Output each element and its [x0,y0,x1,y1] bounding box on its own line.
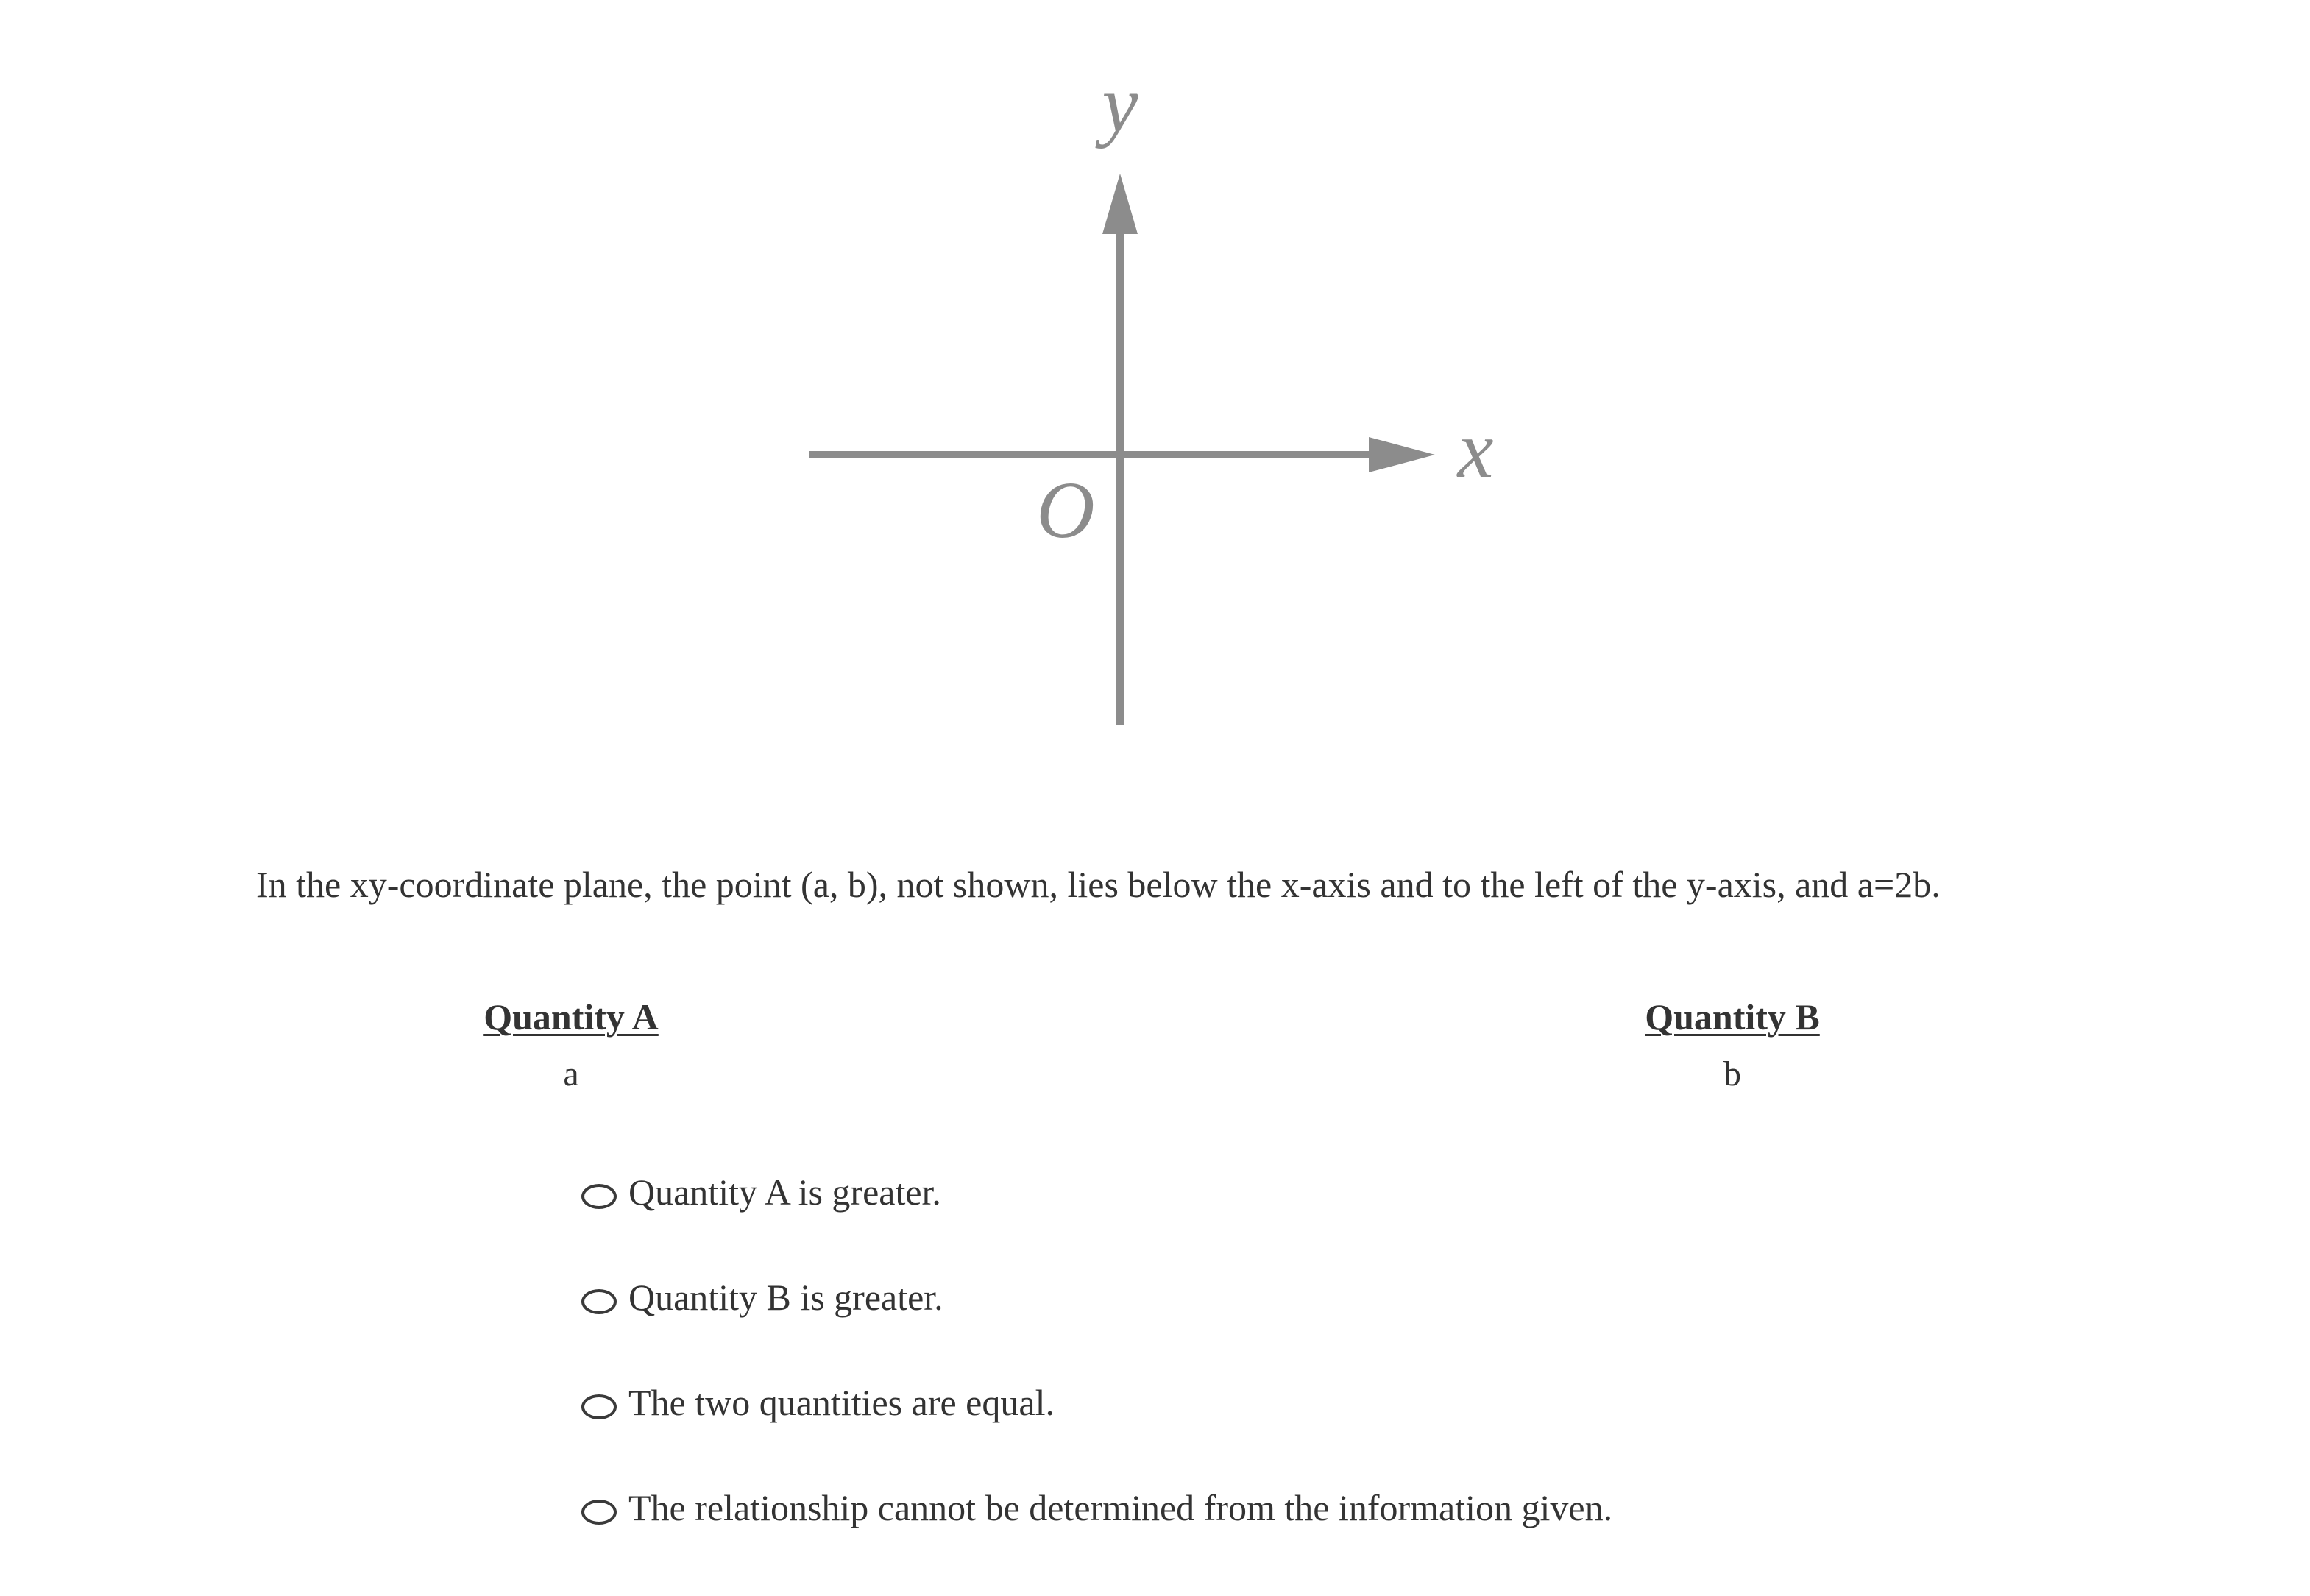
answer-choices [581,1168,1612,1589]
choice-label: The two quantities are equal. [628,1382,1055,1423]
quantity-a-header: Quantity A [483,996,659,1038]
quantity-a-value: a [563,1054,579,1093]
radio-button[interactable] [581,1289,617,1314]
choice-label: Quantity A is greater. [628,1171,941,1213]
radio-button[interactable] [581,1184,617,1209]
quantity-a-column [424,995,718,1096]
y-axis-arrowhead [1102,174,1138,234]
choice-label: Quantity B is greater. [628,1277,943,1318]
choice-a-greater[interactable] [581,1168,1612,1216]
x-axis-arrowhead [1369,437,1435,472]
quantity-b-column [1585,995,1879,1096]
radio-button[interactable] [581,1394,617,1419]
y-axis-label: y [1102,59,1138,149]
choice-cannot-determine[interactable] [581,1484,1612,1531]
radio-button[interactable] [581,1500,617,1525]
coordinate-plane-diagram [0,0,2310,780]
choice-label: The relationship cannot be determined from the information given. [628,1487,1613,1528]
origin-label: O [1036,465,1095,555]
question-text: In the xy-coordinate plane, the point (a, b), not shown, lies below the x-axis and to the left of the y-axis, and a=2b. [256,864,1941,905]
quantity-b-header: Quantity B [1645,996,1820,1038]
choice-b-greater[interactable] [581,1274,1612,1321]
x-axis-label: x [1457,405,1494,494]
choice-equal[interactable] [581,1379,1612,1426]
quantity-b-value: b [1723,1054,1741,1093]
